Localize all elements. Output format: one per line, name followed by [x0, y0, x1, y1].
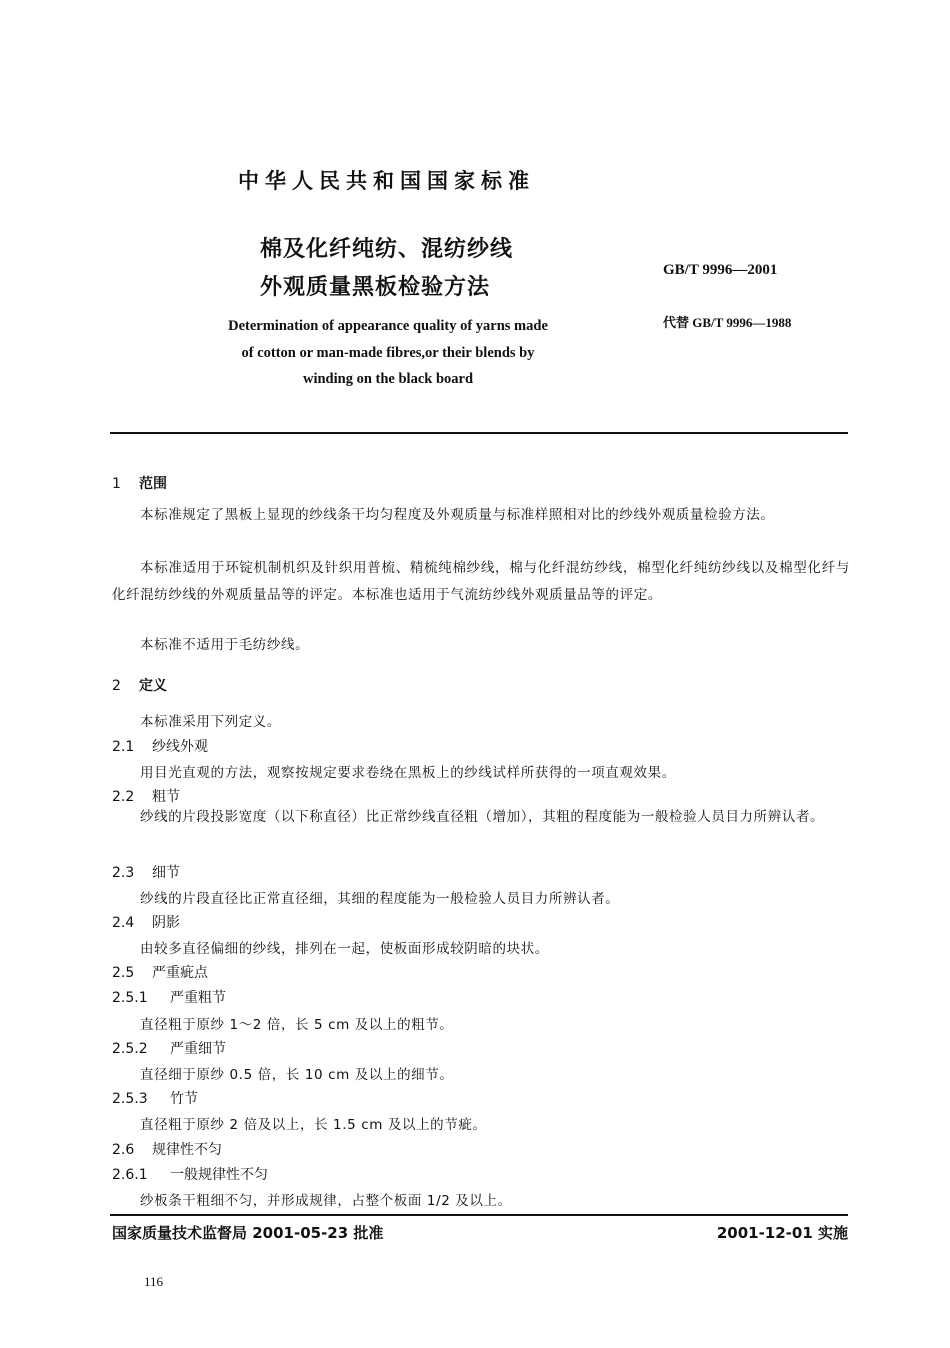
definition-heading — [112, 862, 180, 882]
definition-number: 2.6.1 — [112, 1167, 148, 1183]
definition-term: 严重细节 — [170, 1041, 226, 1057]
section-title: 范围 — [139, 476, 167, 492]
replaces-code: 代替 GB/T 9996—1988 — [663, 315, 792, 330]
document-title-line1: 棉及化纤纯纺、混纺纱线 — [260, 237, 514, 262]
english-title-line1: Determination of appearance quality of yarns made — [228, 318, 548, 334]
section-title: 定义 — [139, 678, 167, 694]
definition-heading — [112, 1139, 222, 1159]
definition-heading — [112, 1164, 268, 1184]
definition-number: 2.2 — [112, 789, 135, 805]
definition-text: 直径粗于原纱 1～2 倍，长 5 cm 及以上的粗节。 — [140, 1017, 454, 1033]
definition-number: 2.5.1 — [112, 990, 148, 1006]
section-2-heading — [112, 675, 167, 695]
definition-term: 规律性不匀 — [152, 1142, 222, 1158]
definition-term: 竹节 — [170, 1091, 198, 1107]
definition-term: 细节 — [152, 865, 180, 881]
definition-term: 严重粗节 — [170, 990, 226, 1006]
section-1-heading — [112, 473, 167, 493]
definition-text: 直径细于原纱 0.5 倍，长 10 cm 及以上的细节。 — [140, 1067, 454, 1083]
definition-number: 2.1 — [112, 739, 135, 755]
definition-heading — [112, 736, 208, 756]
definition-text: 用目光直观的方法，观察按规定要求卷绕在黑板上的纱线试样所获得的一项直观效果。 — [140, 765, 676, 781]
definitions-intro: 本标准采用下列定义。 — [140, 714, 281, 730]
approval-date: 国家质量技术监督局 2001-05-23 批准 — [112, 1224, 384, 1242]
definition-number: 2.5.3 — [112, 1091, 148, 1107]
english-title-line3: winding on the black board — [302, 371, 474, 387]
definition-term: 粗节 — [152, 789, 180, 805]
footer-divider — [110, 1214, 848, 1216]
definition-heading — [112, 912, 180, 932]
standard-code: GB/T 9996—2001 — [663, 262, 778, 278]
national-standard-heading: 中华人民共和国国家标准 — [238, 169, 535, 193]
paragraph: 本标准规定了黑板上显现的纱线条干均匀程度及外观质量与标准样照相对比的纱线外观质量检验方法。 — [140, 507, 775, 523]
section-number: 2 — [112, 678, 121, 694]
document-title-line2: 外观质量黑板检验方法 — [260, 275, 491, 300]
definition-term: 一般规律性不匀 — [170, 1167, 268, 1183]
section-number: 1 — [112, 476, 121, 492]
definition-heading — [112, 1038, 226, 1058]
definition-term: 阴影 — [152, 915, 180, 931]
paragraph: 本标准适用于环锭机制机织及针织用普梳、精梳纯棉纱线，棉与化纤混纺纱线，棉型化纤纯纺纱线以及棉型化纤与化纤混纺纱线的外观质量品等的评定。本标准也适用于气流纺纱线外观质量品等的评定。 — [112, 560, 850, 603]
definition-number: 2.5 — [112, 965, 135, 981]
definition-term: 纱线外观 — [152, 739, 208, 755]
definition-text: 纱板条干粗细不匀，并形成规律，占整个板面 1/2 及以上。 — [140, 1193, 512, 1209]
definition-heading — [112, 962, 208, 982]
definition-heading — [112, 786, 180, 806]
definition-number: 2.6 — [112, 1142, 135, 1158]
header-divider — [110, 432, 848, 434]
paragraph: 本标准不适用于毛纺纱线。 — [140, 637, 310, 653]
definition-text: 直径粗于原纱 2 倍及以上，长 1.5 cm 及以上的节疵。 — [140, 1117, 487, 1133]
definition-number: 2.4 — [112, 915, 135, 931]
definition-term: 严重疵点 — [152, 965, 208, 981]
definition-text: 由较多直径偏细的纱线，排列在一起，使板面形成较阴暗的块状。 — [140, 941, 549, 957]
effective-date: 2001-12-01 实施 — [716, 1224, 848, 1242]
definition-number: 2.5.2 — [112, 1041, 148, 1057]
page-number: 116 — [144, 1274, 164, 1289]
definition-text: 纱线的片段投影宽度（以下称直径）比正常纱线直径粗（增加），其粗的程度能为一般检验人员目力所辨认者。 — [140, 809, 825, 825]
definition-heading — [112, 1088, 198, 1108]
definition-number: 2.3 — [112, 865, 135, 881]
english-title-line2: of cotton or man-made fibres,or their blends by — [241, 345, 535, 361]
definition-text: 纱线的片段直径比正常直径细，其细的程度能为一般检验人员目力所辨认者。 — [140, 891, 620, 907]
definition-heading — [112, 987, 226, 1007]
